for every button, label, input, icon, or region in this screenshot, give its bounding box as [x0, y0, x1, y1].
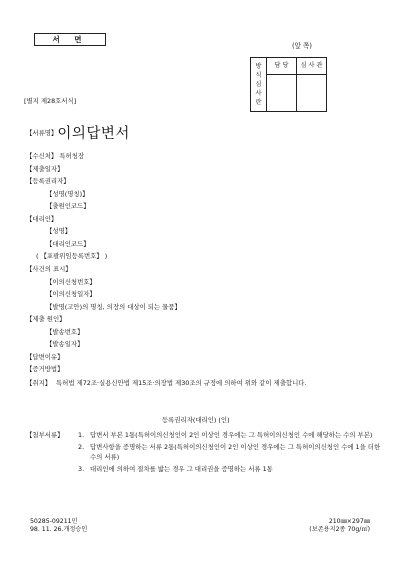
- form-field-label: 【등록권리자】: [26, 177, 70, 186]
- form-field-label: 【이의신청일자】: [46, 290, 96, 299]
- attachment-item: 1. 답변서 부본 1통(특허이의신청인이 2인 이상인 경우에는 그 특허이의신청인 수에 해당하는 수의 부본): [78, 431, 373, 439]
- purpose-section: [26, 378, 381, 389]
- form-field-label: 【성명(명칭)】: [46, 189, 89, 198]
- review-column-handler: 담 당: [267, 58, 297, 75]
- form-field-label: 【증거방법】: [26, 365, 64, 374]
- attachment-item: 2. 답변사항을 증명하는 서류 2통(특허이의신청인이 2인 이상인 경우에는 그 특허이의신청인 수에 1을 더한 수의 서류): [78, 442, 381, 462]
- form-field-label: 【대리인코드】: [46, 239, 90, 248]
- attachment-item: 3. 대리인에 의하여 절차를 밟는 경우 그 대리권을 증명하는 서류 1통: [78, 464, 273, 473]
- form-field-label: 【성명】: [46, 227, 72, 236]
- page-side-label: (앞 쪽): [292, 42, 312, 50]
- form-field-label: 【발명(고안)의 명칭, 의장의 대상이 되는 물품】: [46, 302, 181, 311]
- form-field-label: 【제출일자】: [26, 164, 64, 173]
- form-field-label: ( 【포괄위임등록번호】 ): [36, 252, 108, 261]
- review-cell-handler[interactable]: [267, 75, 297, 112]
- form-field-label: 【발송일자】: [46, 340, 84, 349]
- review-box-label: 방 식 심 사 란: [251, 58, 267, 112]
- form-field-label: 【제출 원인】: [26, 315, 66, 324]
- review-column-examiner: 심 사 관: [297, 58, 327, 75]
- form-field-label: 【수신처】 특허청장: [26, 152, 85, 160]
- footer-right: 210㎜×297㎜ (보존용지2종 70g/㎡): [309, 518, 370, 533]
- attachments-label: 【첨부서류】: [26, 431, 64, 439]
- form-field-label: 【대리인】: [26, 214, 58, 223]
- document-title-line: [26, 126, 130, 143]
- form-field-label: 【이의신청번호】: [46, 277, 96, 286]
- footer-left: 50285-09211민 98. 11. 26.개정승인: [30, 518, 88, 533]
- form-number: [별지 제28호서식]: [24, 97, 77, 105]
- title-label: 【서류명】: [26, 129, 58, 137]
- review-box: [250, 57, 327, 112]
- purpose-label: 【취지】: [26, 379, 52, 387]
- signature-line: 등록권리자(대리인) (인): [162, 416, 230, 424]
- form-field-label: 【답변이유】: [26, 352, 64, 361]
- form-field-label: 【사건의 표시】: [26, 264, 72, 273]
- review-cell-examiner[interactable]: [297, 75, 327, 112]
- form-field-label: 【발송번호】: [46, 327, 84, 336]
- document-type-stamp: 서 면: [34, 33, 106, 46]
- purpose-text: 특허법 제72조·실용신안법 제15조·의장법 제30조의 규정에 의하여 위와 같이 제출합니다.: [56, 379, 307, 387]
- document-title: 이의답변서: [57, 126, 130, 142]
- attachments-section: [26, 430, 384, 475]
- form-field-label: 【출원인코드】: [46, 202, 90, 211]
